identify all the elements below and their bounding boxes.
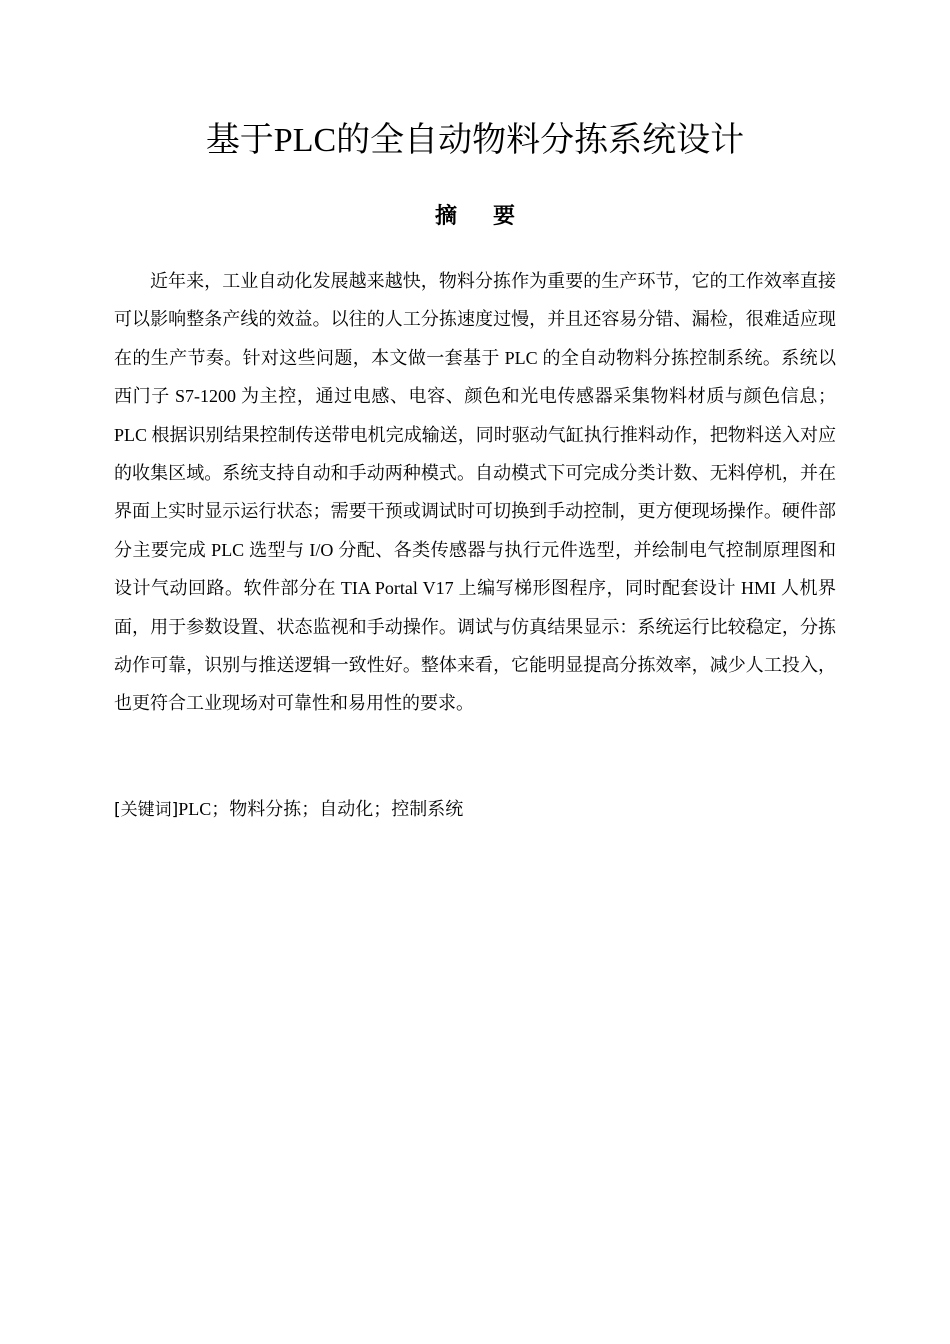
- abstract-body: 近年来，工业自动化发展越来越快，物料分拣作为重要的生产环节，它的工作效率直接可以影响整条产线的效益。以往的人工分拣速度过慢，并且还容易分错、漏检，很难适应现在的生产节奏。针对这些问题，本文做一套基于 PLC 的全自动物料分拣控制系统。系统以西门子 S7-1200 为主控，通过电感、电容、颜色和光电传感器采集物料材质与颜色信息；PLC 根据识别结果控制传送带电机完成输送，同时驱动气缸执行推料动作，把物料送入对应的收集区域。系统支持自动和手动两种模式。自动模式下可完成分类计数、无料停机，并在界面上实时显示运行状态；需要干预或调试时可切换到手动控制，更方便现场操作。硬件部分主要完成 PLC 选型与 I/O 分配、各类传感器与执行元件选型，并绘制电气控制原理图和设计气动回路。软件部分在 TIA Portal V17 上编写梯形图程序，同时配套设计 HMI 人机界面，用于参数设置、状态监视和手动操作。调试与仿真结果显示：系统运行比较稳定，分拣动作可靠，识别与推送逻辑一致性好。整体来看，它能明显提高分拣效率，减少人工投入，也更符合工业现场对可靠性和易用性的要求。: [114, 271, 836, 714]
- keywords-label: [关键词]: [114, 800, 179, 820]
- abstract-heading: 摘要: [434, 204, 551, 229]
- keywords-text: PLC；物料分拣；自动化；控制系统: [178, 799, 464, 819]
- document-title: 基于PLC的全自动物料分拣系统设计: [205, 122, 745, 159]
- keywords-line: [114, 792, 836, 827]
